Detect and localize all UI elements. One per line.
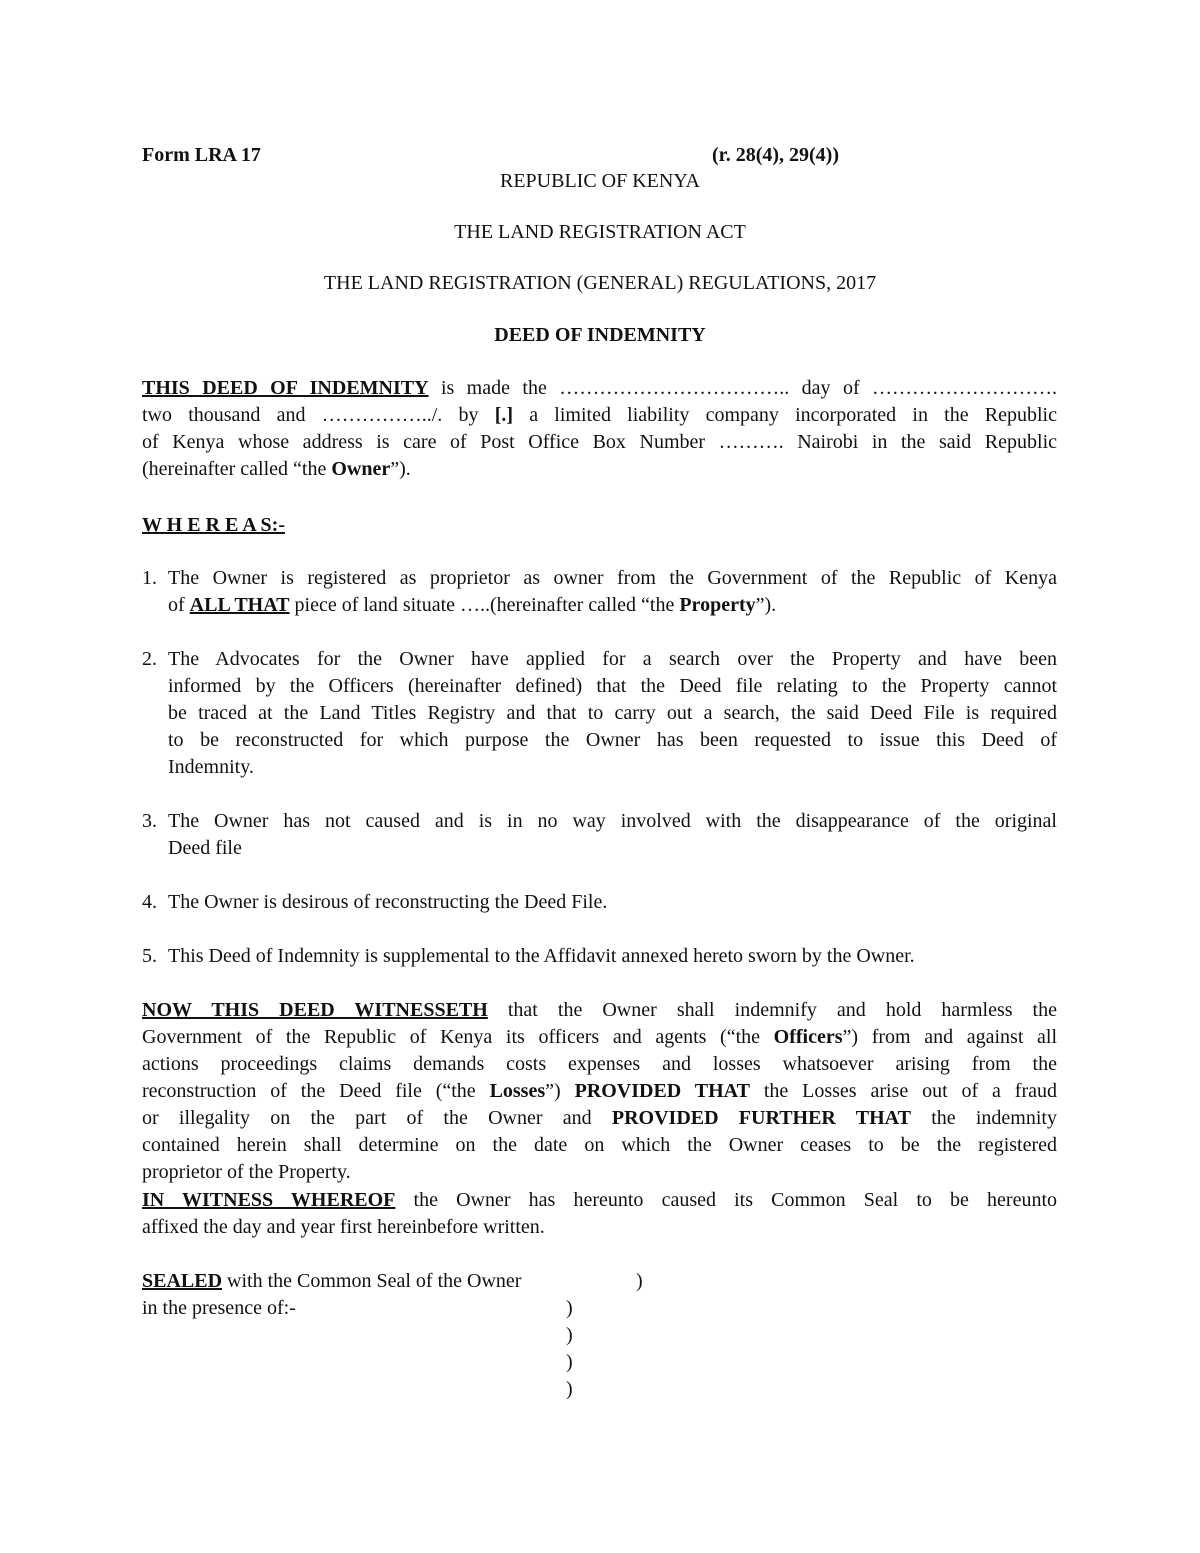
recital-1-l2-a: of (168, 594, 190, 616)
sealed-line-1 (142, 1268, 521, 1295)
intro-line-4-c: ”). (390, 458, 411, 480)
recital-number: 1. (142, 567, 157, 589)
form-label: Form LRA 17 (142, 144, 261, 166)
intro-line-2-c: a limited liability company incorporated in the Republic (513, 404, 1057, 426)
recital-number: 4. (142, 891, 157, 913)
in-witness-lead: IN WITNESS WHEREOF (142, 1189, 396, 1211)
recital-2-line-1: The Advocates for the Owner have applied for a search over the Property and have been (168, 648, 1057, 670)
act-heading: THE LAND REGISTRATION ACT (454, 221, 746, 243)
witnesseth-line-1-text: that the Owner shall indemnify and hold harmless the (487, 999, 1057, 1021)
recital-2-line-2: informed by the Officers (hereinafter defined) that the Deed file relating to the Property cannot (168, 675, 1057, 697)
recital-2-line-5: Indemnity. (168, 756, 254, 778)
recital-2-line-4: to be reconstructed for which purpose the Owner has been requested to issue this Deed of (168, 729, 1057, 751)
deed-title: DEED OF INDEMNITY (494, 324, 706, 346)
recital-1-line-2 (168, 592, 1057, 619)
intro-party-placeholder: [.] (494, 404, 514, 426)
recital-2-line-3: be traced at the Land Titles Registry and that to carry out a search, the said Deed File is required (168, 702, 1057, 724)
recital-1-line-1: The Owner is registered as proprietor as owner from the Government of the Republic of Kenya (168, 567, 1057, 589)
owner-term: Owner (331, 458, 391, 480)
all-that-term: ALL THAT (189, 594, 290, 616)
recital-1-l2-e: ”). (755, 594, 777, 616)
in-witness-line-1 (142, 1187, 1057, 1214)
witnesseth-line-6: contained herein shall determine on the date on which the Owner ceases to be the registered (142, 1134, 1057, 1156)
losses-term: Losses (489, 1080, 546, 1102)
bracket-mark: ) (636, 1270, 643, 1292)
witnesseth-line-7: proprietor of the Property. (142, 1161, 351, 1183)
intro-line-1-text: is made the …………………………….. day of ………………………. (428, 377, 1058, 399)
intro-line-4 (142, 456, 1057, 483)
bracket-mark: ) (566, 1297, 573, 1319)
recital-3-line-1: The Owner has not caused and is in no way involved with the disappearance of the original (168, 810, 1057, 832)
provided-that-term: PROVIDED THAT (574, 1080, 750, 1102)
republic-heading: REPUBLIC OF KENYA (499, 170, 701, 192)
recital-1-l2-c: piece of land situate …..(hereinafter called “the (289, 594, 680, 616)
intro-line-1 (142, 375, 1057, 402)
provided-further-term: PROVIDED FURTHER THAT (611, 1107, 911, 1129)
whereas-heading: W H E R E A S:- (142, 514, 285, 536)
witnesseth-l2-a: Government of the Republic of Kenya its officers and agents (“the (142, 1026, 774, 1048)
recital-number: 3. (142, 810, 157, 832)
intro-line-2 (142, 402, 1057, 429)
bracket-mark: ) (566, 1324, 573, 1346)
witnesseth-line-4 (142, 1078, 1057, 1105)
recital-4-line-1: The Owner is desirous of reconstructing the Deed File. (168, 891, 608, 913)
recital-3-line-2: Deed file (168, 837, 242, 859)
intro-lead: THIS DEED OF INDEMNITY (142, 377, 429, 399)
officers-term: Officers (773, 1026, 843, 1048)
recital-5-line-1: This Deed of Indemnity is supplemental to the Affidavit annexed hereto sworn by the Owner. (168, 945, 915, 967)
bracket-mark: ) (566, 1378, 573, 1400)
witnesseth-line-5 (142, 1105, 1057, 1132)
intro-line-3-text: of Kenya whose address is care of Post Office Box Number ………. Nairobi in the said Republic (142, 431, 1057, 453)
witnesseth-line-1 (142, 997, 1057, 1024)
sealed-lead: SEALED (142, 1270, 223, 1292)
sealed-line-2: in the presence of:- (142, 1297, 296, 1319)
witnesseth-lead: NOW THIS DEED WITNESSETH (142, 999, 488, 1021)
recital-number: 2. (142, 648, 157, 670)
witnesseth-l4-e: the Losses arise out of a fraud (749, 1080, 1057, 1102)
bracket-mark: ) (566, 1351, 573, 1373)
witnesseth-l2-c: ”) from and against all (842, 1026, 1058, 1048)
sealed-line-1-text: with the Common Seal of the Owner (222, 1270, 522, 1292)
recital-number: 5. (142, 945, 157, 967)
intro-line-2-a: two thousand and ……………../. by (142, 404, 495, 426)
witnesseth-l5-a: or illegality on the part of the Owner and (142, 1107, 612, 1129)
intro-line-4-a: (hereinafter called “the (142, 458, 332, 480)
rule-reference: (r. 28(4), 29(4)) (712, 144, 840, 166)
witnesseth-l4-c: ”) (545, 1080, 575, 1102)
intro-line-3 (142, 429, 1057, 456)
in-witness-line-2: affixed the day and year first hereinbefore written. (142, 1216, 545, 1238)
witnesseth-l4-a: reconstruction of the Deed file (“the (142, 1080, 490, 1102)
regulations-heading: THE LAND REGISTRATION (GENERAL) REGULATIONS, 2017 (323, 272, 877, 294)
in-witness-line-1-text: the Owner has hereunto caused its Common Seal to be hereunto (395, 1189, 1058, 1211)
witnesseth-l5-c: the indemnity (910, 1107, 1057, 1129)
property-term: Property (679, 594, 756, 616)
witnesseth-line-2 (142, 1024, 1057, 1051)
witnesseth-line-3: actions proceedings claims demands costs expenses and losses whatsoever arising from the (142, 1053, 1057, 1075)
